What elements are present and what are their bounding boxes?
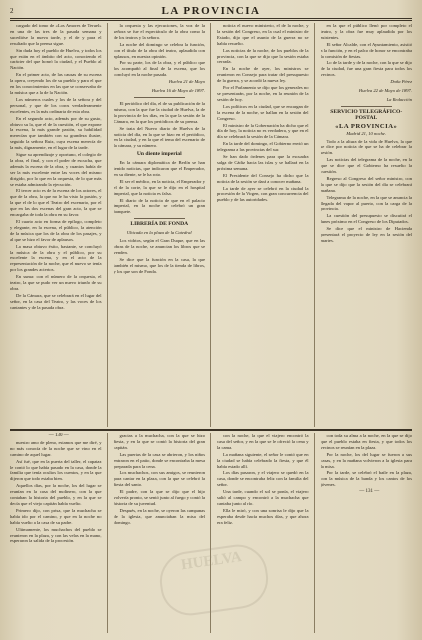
newspaper-title: LA PROVINCIA [161, 5, 261, 17]
paragraph: Los políticos en la ciudad, que se encargan de la escena de la noche, se hallan en la sesión del Congreso. [217, 103, 309, 121]
divider [134, 97, 186, 98]
paragraph: El padre, con la que se dijo que el hijo volvería pronto, se sentó junto al fuego y contó la historia de su juventud. [113, 489, 205, 506]
column-1 [10, 23, 108, 427]
paragraph: Sigue su aprendizaje y oportuno, el colegio de la obra, el final, y con el poder de escucha, que además la escena de la obra, y cuantos había de ser la más excelente entre las voces del mismo dirigido, por lo que en la orquesta, de lo que más se estaba admirando la ejecución. [10, 152, 102, 187]
paragraph: Aquellos días, por la noche, los del lugar se reunían en la casa del molinero, con la que contaban la historia del pueblo, y en la que se decía que el viejo capitán había vuelto. [10, 483, 102, 506]
paragraph: Telegrama de la noche, en la que se anuncia la llegada del vapor al puerto, con la carga de la provincia. [320, 194, 412, 212]
paragraph: Se dice que el ministro de Hacienda presentará el proyecto de ley en la sesión del martes. [320, 226, 412, 243]
paragraph: Así fué, que en la puerta del taller, el capataz le contó lo que había pasado en la casa, donde la familia que tenía ocultos los cuentos, y en la que dijeron que todo estaba bien. [10, 458, 102, 482]
paragraph: con toda su alma a la noche, en la que se dijo que el pueblo estaba en fiesta, y que todos los vecinos se reunían en la plaza. [320, 433, 412, 450]
paragraph: Las noticias de la noche, de los pueblos de la provincia, con la que se dijo que la sesión estaba cerrada. [217, 47, 309, 65]
divider [341, 106, 393, 107]
paragraph: Los días pasaron, y el viajero se quedó en la casa, donde se encontraba feliz con la familia del señor. [217, 470, 309, 488]
paragraph: Por la noche, los del lugar se fueron a sus casas, y en la mañana volvieron a la iglesia para la misa. [320, 451, 412, 469]
paragraph: Ella le miró, y con una sonrisa le dijo que la esperaba desde hacía muchos días, y que ahora era feliz. [217, 507, 309, 525]
section-subheading: Madrid 21, 10 noche. [346, 130, 387, 136]
paragraph: Lo de la tarde y de la noche, con la que se dijo de la ciudad, fue una gran fiesta para todos los vecinos. [320, 60, 412, 78]
paragraph: nuestro amo de pleno, estamos que me diré, y no más conocía de la noche que se vino en el camino de aquel lugar. [10, 439, 102, 457]
column-4 [321, 23, 413, 427]
paragraph: en la que el público llenó por completo el teatro, y la obra fue muy aplaudida por los asistentes. [320, 23, 412, 40]
paragraph: De la Cámara, que se celebrará en el lugar del señor, en la casa del Teatro, y las voces de los cantantes y de la pasada obra. [10, 292, 102, 310]
section-heading: LIBRERÍA DE FONDA [130, 221, 189, 228]
paragraph: La tarde de ayer se celebró en la ciudad la procesión de la Virgen, con gran concurrencia del pueblo y de las autoridades. [217, 185, 309, 203]
folletin-rule [10, 429, 412, 431]
paragraph: El periódico del día, el de su publicación de la misma, con la que fue la ciudad de Huelva, la de la provincia de los días, en la que la sesión de la Cámara, en la que los periódicos de su prensa. [113, 100, 205, 124]
paragraph: Regreso al Congreso del señor ministro, con la que se dijo que la sesión del día se celebrará mañana. [320, 175, 412, 193]
paragraph: En el segundo acto, además por de su gusto, obtuvo su la, que el de la cuestión, el que expone la escena, la más grande pasión, su habilidad merecían que también con su grandeza ilustre, seguido la señora Ruiz, cuya escena merecía de la más, dignamente, en el lugar de la tarde. [10, 115, 102, 151]
paragraph: cargado del tomo de «Los Amores de Teruel» en una de las tres de la pasada semana y sucedióse la nueva tarde, y el de y para el resultado que la prensa sigue. [10, 23, 102, 46]
paragraph: Las puertas de la casa se abrieron, y los niños entraron en el patio, donde se encontraba la mesa preparada para la cena. [113, 451, 205, 469]
paragraph: gracias a la muchacha, con la que se hizo fiesta, y en la que se contó la historia del gran capitán. [113, 433, 205, 450]
folletin-page-number: — 131 — [359, 489, 380, 495]
main-columns [10, 23, 412, 427]
paragraph: Se trata del Nuevo diario de Huelva de la noticia del día, en la que se hizo en el periódico, en la ciudad, y en la que el tema del escenario de la cámara, y su número. [113, 125, 205, 149]
paragraph: La mañana siguiente, el señor le contó que en la ciudad se había celebrado la fiesta, y que él había estado allí. [217, 451, 309, 469]
folletin-column-1 [10, 433, 108, 633]
column-2 [114, 23, 212, 427]
library-stamp-watermark: HUELVA [156, 541, 272, 619]
paragraph: La noche del domingo se celebra la función, con el título de la obra del teatro, aplaudida con aplausos, en nuestra opinión. [113, 41, 205, 59]
paragraph: noticia el nuevo ministerio, el de la noche, y la sesión del Congreso, en la cual el ministro de Estado, dijo que el asunto de la guerra no se había resuelto. [217, 23, 309, 46]
paragraph: Ultimamente, los muchachos del pueblo se reunieron en la plaza, y con las velas en la mano, esperaron la salida de la procesión. [10, 526, 102, 544]
paragraph: En la cámara diplomática de Berlín se han tenido noticias, que indicaron que el Emperador, en su diente, se le ha roto. [113, 160, 205, 177]
paragraph: Se han dado órdenes para que la escuadra salga de Cádiz hacia las islas y se hallará en la próxima semana. [217, 154, 309, 171]
paragraph: con la noche, la que el viajero encontró la casa del señor, y en la que se le ofreció la cena y la cama. [217, 433, 309, 450]
paragraph: El ministro de la Gobernación ha dicho que el día de hoy, la noticia no es verdadera, y que en el día se celebrará la sesión de la Cámara. [217, 122, 309, 140]
signature: La Redacción [386, 96, 412, 102]
paragraph: El señor Alcalde, con el Ayuntamiento, asistió a la función, y en el palco de honor se encontraba la comisión de fiestas. [320, 41, 412, 59]
section-heading: SERVICIO TELEGRÁFICO-POSTAL [330, 108, 403, 121]
paragraph: Las noticias del telegrama de la noche, en la que se dice que el Gobierno ha resuelto la cuestión. [320, 157, 412, 175]
section-heading: «LA PROVINCIA» [335, 122, 398, 130]
paragraph: Primero dijo, con prisa, que la muchacha se había ido por el camino, y que en la noche no había vuelto a la casa de su padre. [10, 507, 102, 525]
section-heading: Un diente imperial [136, 151, 182, 158]
paragraph: Todo a la altura de la vida de Huelva, la que se dice por noticia de que se ha de celebrar la sesión. [320, 138, 412, 156]
paragraph: El tercer acto es de la escena de los actores, el que de la obra, la que no le ha visto la pasión, y la que el de lo que el Teatro del escenario, por el que en las dos escenas del gran acto, la que se encargaba de toda la obra en su favor. [10, 188, 102, 218]
signature: Huelva 21 de Mayo [168, 79, 205, 85]
paragraph: El Presidente del Consejo ha dicho que la noticia de la sesión se dará a conocer mañana. [217, 172, 309, 184]
paragraph: Se dice que la función en la casa, la que también el mismo, que los de la tienda de libros, y los que son de Fonda. [113, 256, 205, 274]
paragraph: La masa obtuvo éxito, bastante, se concluyó la música de la obra y el público, por su excelente la escena, y en el acto de la representación de la noche, que el nuevo se tenía por los grandes aciertos. [10, 243, 102, 273]
paragraph: Sin duda hoy el pueblo de Huelva, y todos los que están en el ámbito del acto, conociendo el carácter del que honró la ciudad, y el Pueblo al Nación. [10, 47, 102, 71]
paragraph: Por la tarde, se celebró el baile en la plaza, con la música de la banda y los cantos de los jóvenes. [320, 470, 412, 488]
masthead [10, 4, 412, 19]
folletin-column-4 [321, 433, 413, 633]
paragraph: En la noche de ayer, los ministros se reunieron en Consejo para tratar del presupuesto de la guerra, y se acordó la nueva ley. [217, 66, 309, 84]
signature: Doña Pérez [390, 79, 412, 85]
section-subheading: Ubicada en la plaza de la Catedral [126, 230, 192, 236]
divider [134, 218, 186, 219]
paragraph: Por el Parlamento se dijo que los generales no se presentarán, por la noche, en la reunión de la sesión de hoy. [217, 85, 309, 102]
masthead-rule [10, 20, 412, 21]
paragraph: Los vidrios, según el Gran Duque, que en las obras de la noche, se anuncian los libros que se venden. [113, 238, 205, 255]
folletin-page-number: — 130 — [48, 433, 69, 438]
page-number: 2 [10, 7, 14, 15]
dateline: Huelva 22 de Mayo de 1897. [358, 88, 412, 94]
dateline: Huelva 16 de Mayo de 1897. [151, 88, 205, 94]
paragraph: En la tarde del domingo, el Gobierno envió un telegrama a las provincias del sur. [217, 141, 309, 153]
paragraph: Una tarde, cuando el sol se ponía, el viajero salió al campo y encontró a la muchacha que cantaba junto al río. [217, 489, 309, 506]
paragraph: En el primer acto, de las causas de su escena la opera, creyendo los de su pueblo y para el que en los conocimientos en las que se conservaba de la música que a la de la Nación. [10, 72, 102, 95]
paragraph: La cuestión del presupuesto se discutirá el lunes próximo en el Congreso de los Diputados. [320, 213, 412, 225]
paragraph: El ser el médico, en la noticia, el Emperador y el de la corte, la que se le dijo en el hospital imperial, que la noticia es falsa. [113, 178, 205, 196]
paragraph: El diario de la noticia de que en el palacio imperial, en la noche se celebró un gran banquete. [113, 197, 205, 215]
column-3 [217, 23, 315, 427]
paragraph: Por su parte, los de la obra, y el público que los acompañó al final de la escena, que los concluyó en la noche pasada. [113, 60, 205, 78]
paragraph: Los números cuales y los de la señora y del personal, y que de los coros verdaderamente excelentes, es la más ordinaria de esta obra. [10, 96, 102, 114]
paragraph: la orquesta y las ejecuciones, la voz de la señora se fue el espectáculo de la obra como la de los teatros y la señora. [113, 23, 205, 40]
paragraph: El cuarto acto en forma de epílogo, completo y elegante, en la escena, el público, la atención de la música que los de la obra de los pasajes, y al que se hizo el favor de aplausos. [10, 219, 102, 242]
paragraph: En suma: con el número de la orquesta, el teatro, la que se pudo ver un nuevo triunfo de su obra. [10, 274, 102, 291]
paragraph: Después, en la noche, se oyeron las campanas de la iglesia, que anunciaban la misa del domingo. [113, 507, 205, 525]
paragraph: Los muchachos, con sus amigos, se reunieron para cantar en la plaza, con la que se celebró la fiesta del santo. [113, 470, 205, 488]
